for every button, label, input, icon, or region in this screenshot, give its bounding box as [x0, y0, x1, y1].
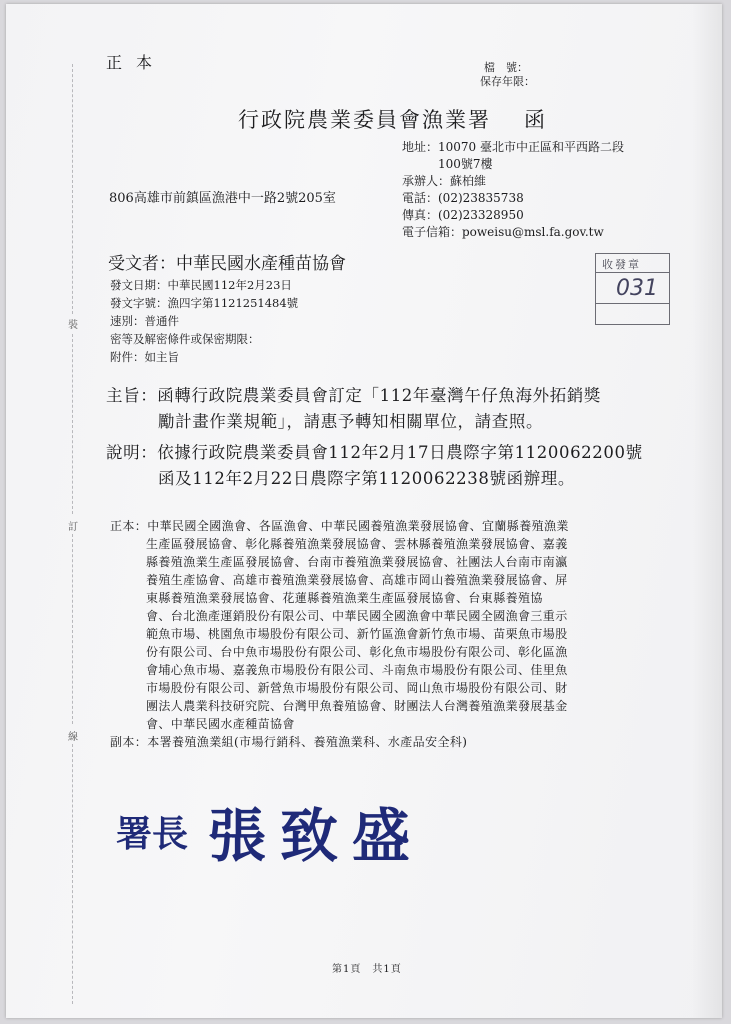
subject-line-1: 主旨：函轉行政院農業委員會訂定「112年臺灣午仔魚海外拓銷獎: [106, 386, 601, 405]
retention-label: 保存年限：: [480, 75, 535, 88]
secrecy-level: 密等及解密條件或保密期限：: [110, 332, 260, 346]
document-page: [6, 4, 722, 1018]
recipients-line: 市場股份有限公司、新營魚市場股份有限公司、岡山魚市場股份有限公司、財: [146, 681, 568, 695]
agency-title: 行政院農業委員會漁業署: [238, 108, 491, 132]
recipients-line: 會埔心魚市場、嘉義魚市場股份有限公司、斗南魚市場股份有限公司、佳里魚: [146, 663, 568, 677]
email: 電子信箱：poweisu@msl.fa.gov.tw: [402, 225, 604, 239]
fax: 傳真：(02)23328950: [402, 208, 524, 222]
phone: 電話：(02)23835738: [402, 191, 524, 205]
recipients-line: 生產區發展協會、彰化縣養殖漁業發展協會、雲林縣養殖漁業發展協會、嘉義: [146, 537, 568, 551]
recipients-line: 東縣養殖漁業發展協會、花蓮縣養殖漁業生產區發展協會、台東縣養殖協: [146, 591, 543, 605]
attachment: 附件：如主旨: [110, 350, 179, 364]
original-copy-label: 正本: [106, 53, 167, 72]
binding-line-low: [72, 534, 73, 724]
file-number-label: 檔 號：: [484, 61, 528, 74]
address-line-1: 地址：10070 臺北市中正區和平西路二段: [402, 140, 624, 154]
recipient: 受文者：中華民國水產種苗協會: [108, 254, 346, 274]
director-signature: [116, 790, 456, 870]
recipients-line: 會、台北漁產運銷股份有限公司、中華民國全國漁會中華民國全國漁會三重示: [146, 609, 568, 623]
binding-line-mid: [72, 334, 73, 514]
page-shadow: [692, 4, 722, 1018]
delivery-speed: 速別：普通件: [110, 314, 179, 328]
binding-line-bottom: [72, 744, 73, 1004]
explanation-line-1: 說明：依據行政院農業委員會112年2月17日農際字第1120062200號: [106, 443, 643, 462]
issue-date: 發文日期：中華民國112年2月23日: [110, 278, 292, 292]
stamp-number: 031: [616, 276, 658, 301]
recipients-line: 份有限公司、台中魚市場股份有限公司、彰化魚市場股份有限公司、彰化區漁: [146, 645, 568, 659]
recipients-line: 範魚市場、桃園魚市場股份有限公司、新竹區漁會新竹魚市場、苗栗魚市場股: [146, 627, 568, 641]
signature-name: 張致盛: [208, 802, 425, 870]
receipt-stamp: [595, 253, 670, 325]
margin-mark-bind: 裝: [68, 320, 78, 331]
recipients-line: 養殖生產協會、高雄市養殖漁業發展協會、高雄市岡山養殖漁業發展協會、屏: [146, 573, 568, 587]
margin-mark-line: 線: [68, 732, 78, 743]
handler: 承辦人：蘇柏維: [402, 174, 487, 188]
recipients-line: 會、中華民國水產種苗協會: [146, 717, 295, 731]
signature-title: 署長: [116, 813, 189, 855]
address-line-2: 100號7樓: [438, 157, 493, 171]
explanation-line-2: 函及112年2月22日農際字第1120062238號函辦理。: [158, 469, 575, 488]
stamp-title: 收發章: [602, 258, 641, 271]
copy-recipients: 副本：本署養殖漁業組(市場行銷科、養殖漁業科、水產品安全科): [110, 735, 468, 749]
margin-mark-staple: 訂: [68, 522, 78, 533]
document-type: 函: [524, 108, 545, 132]
recipients-line: 縣養殖漁業生產區發展協會、台南市養殖漁業發展協會、社團法人台南市南瀛: [146, 555, 568, 569]
page-footer: 第1頁 共1頁: [332, 964, 402, 975]
binding-line-top: [72, 64, 73, 314]
subject-line-2: 勵計畫作業規範」，請惠予轉知相關單位，請查照。: [158, 412, 544, 431]
stamp-divider-2: [596, 303, 669, 304]
recipient-address: 806高雄市前鎮區漁港中一路2號205室: [109, 191, 336, 206]
recipients-line: 團法人農業科技研究院、台灣甲魚養殖協會、財團法人台灣養殖漁業發展基金: [146, 699, 568, 713]
stamp-divider: [596, 272, 669, 273]
document-number: 發文字號：漁四字第1121251484號: [110, 296, 299, 310]
recipients-line: 正本：中華民國全國漁會、各區漁會、中華民國養殖漁業發展協會、宜蘭縣養殖漁業: [110, 519, 569, 533]
